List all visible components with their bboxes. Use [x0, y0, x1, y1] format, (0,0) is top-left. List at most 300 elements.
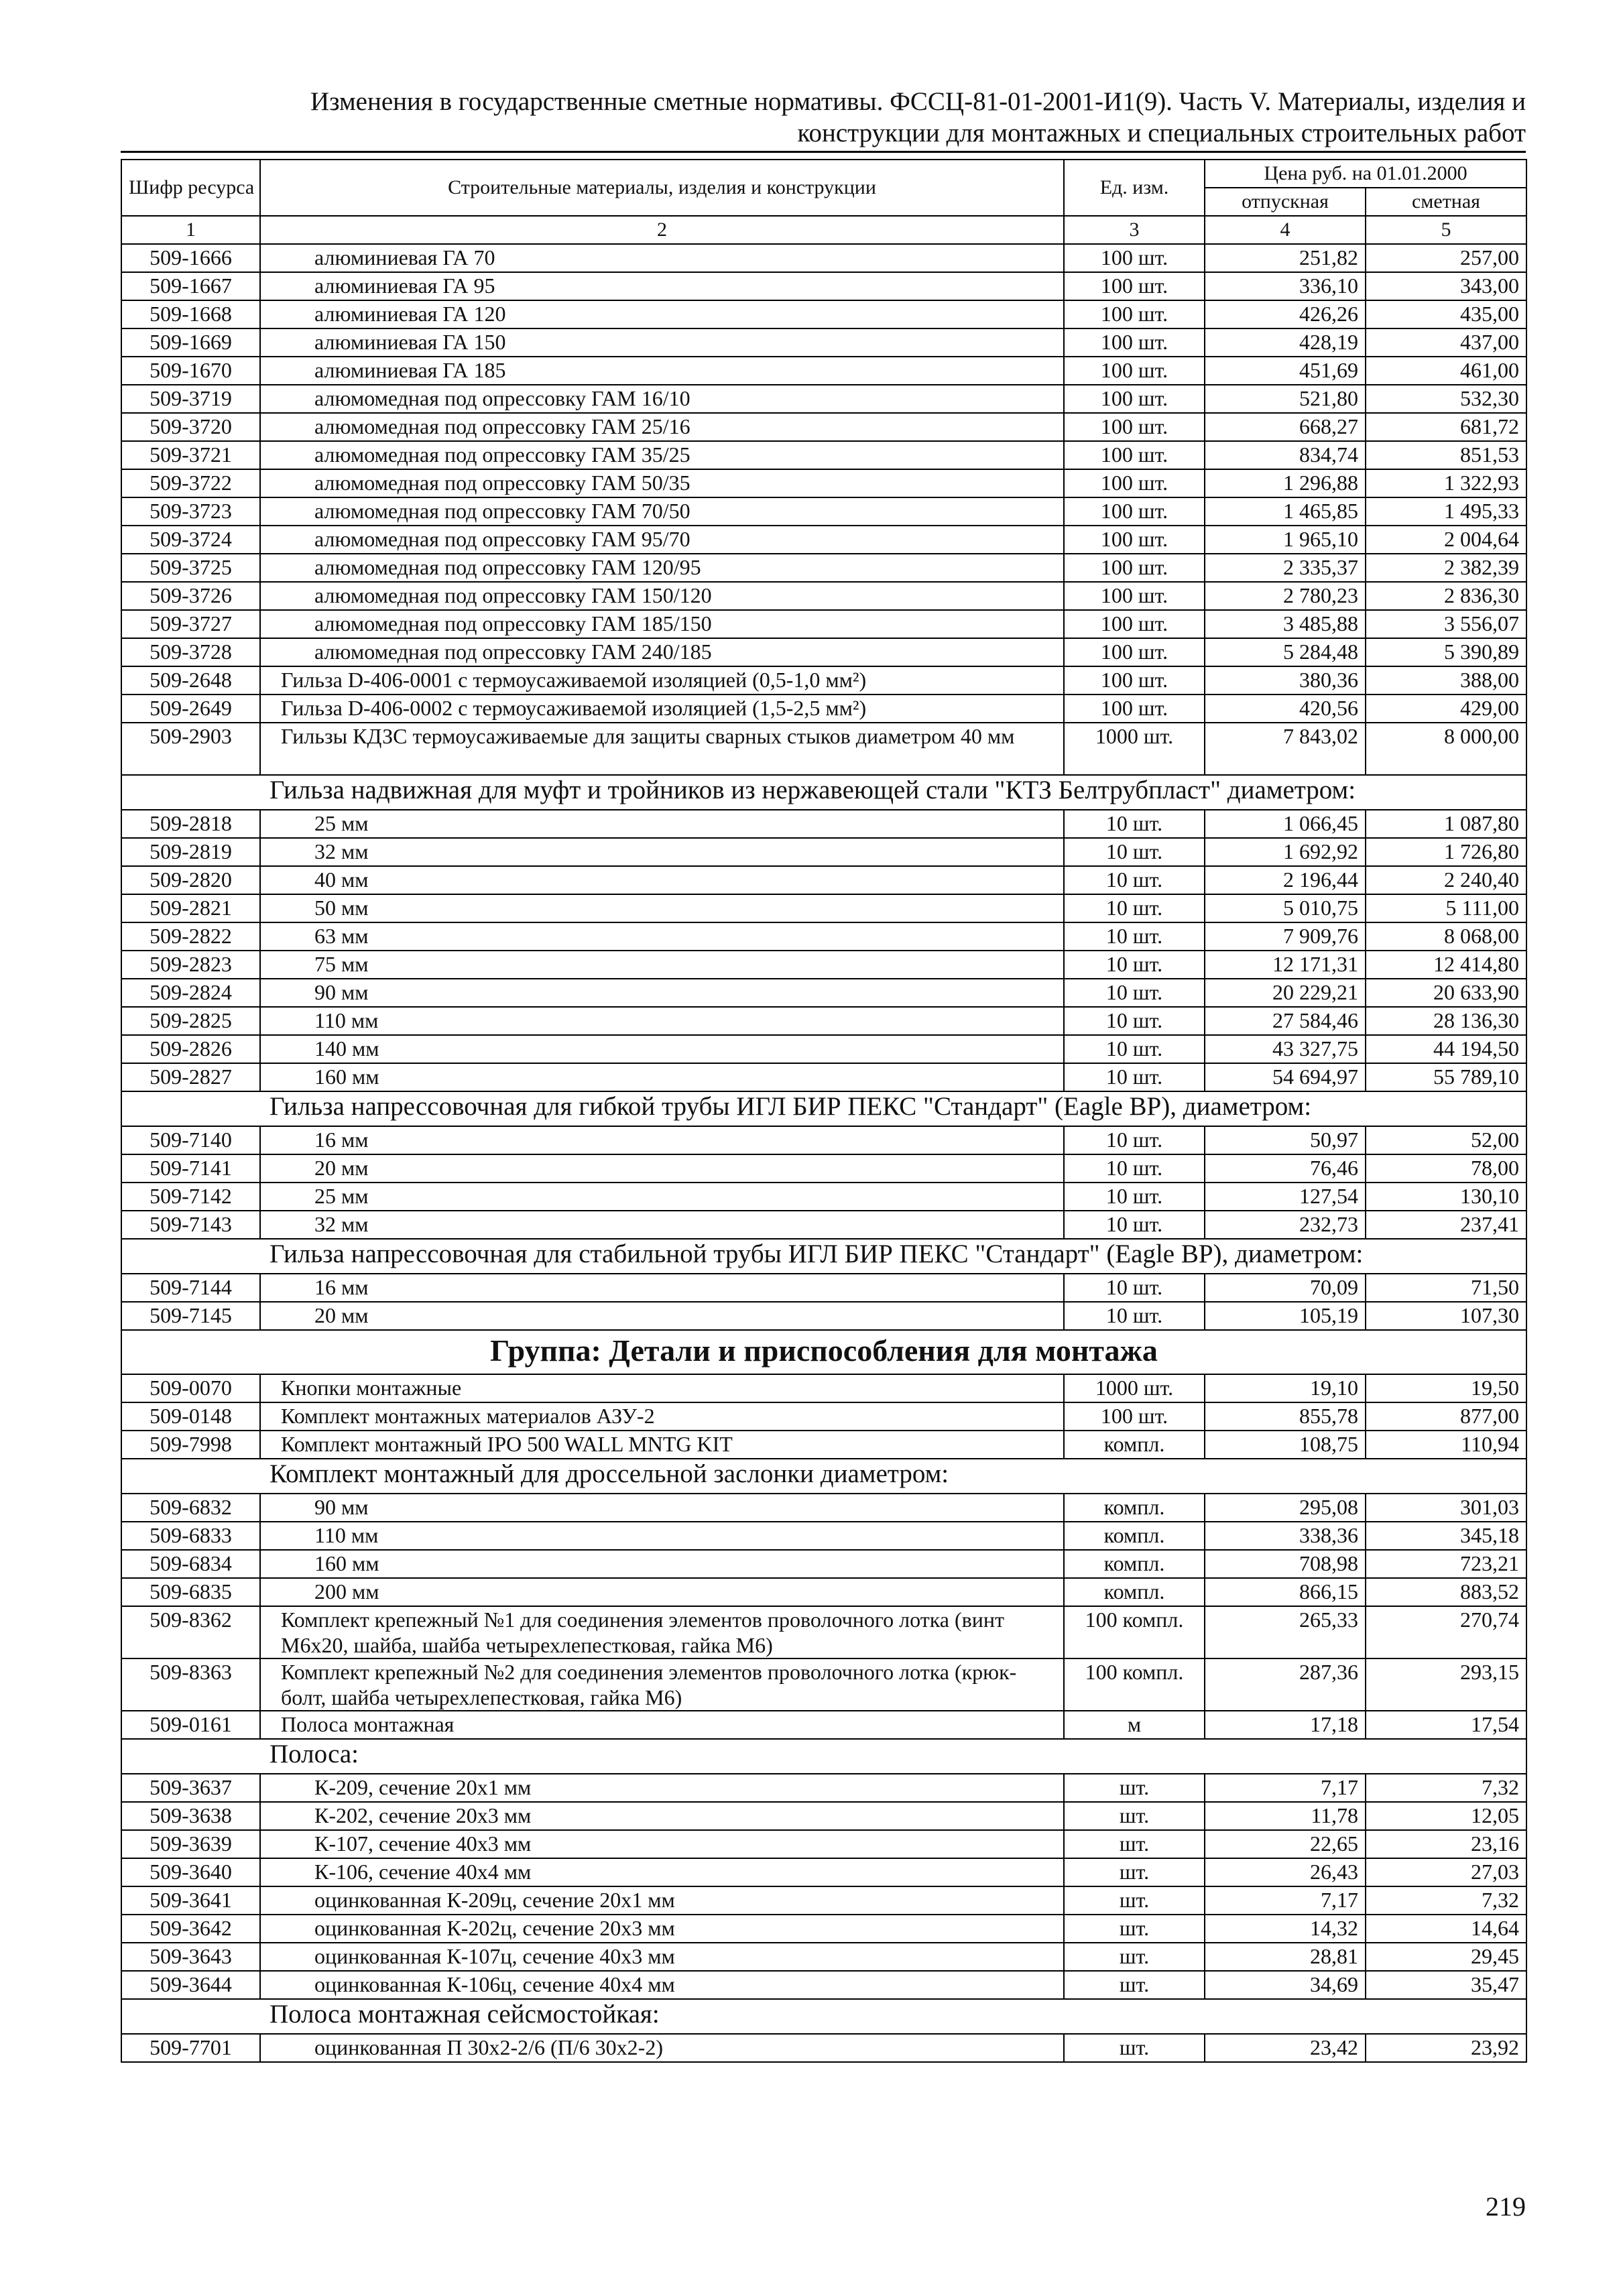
- cell-name: 32 мм: [260, 838, 1064, 866]
- cell-unit: 100 шт.: [1064, 357, 1205, 385]
- cell-code: 509-2822: [121, 922, 260, 951]
- cell-code: 509-3640: [121, 1858, 260, 1886]
- cell-unit: шт.: [1064, 1886, 1205, 1915]
- cell-unit: 100 шт.: [1064, 328, 1205, 357]
- cell-estimate-price: 532,30: [1366, 385, 1526, 413]
- table-row: [121, 2034, 1526, 2062]
- header-line-2: конструкции для монтажных и специальных строительных работ: [797, 119, 1526, 147]
- cell-unit: 10 шт.: [1064, 1035, 1205, 1063]
- cell-release-price: 336,10: [1205, 272, 1366, 300]
- table-header: [121, 160, 1526, 244]
- cell-estimate-price: 2 004,64: [1366, 526, 1526, 554]
- table-body: [121, 244, 1526, 2062]
- table-row: [121, 1007, 1526, 1035]
- cell-unit: 10 шт.: [1064, 1154, 1205, 1183]
- cell-release-price: 27 584,46: [1205, 1007, 1366, 1035]
- cell-unit: 100 компл.: [1064, 1606, 1205, 1658]
- section-heading: Комплект монтажный для дроссельной заслонки диаметром:: [121, 1459, 1526, 1494]
- cell-name: алюминиевая ГА 70: [260, 244, 1064, 272]
- cell-name: К-202, сечение 20х3 мм: [260, 1802, 1064, 1830]
- cell-unit: 100 шт.: [1064, 244, 1205, 272]
- table-row: [121, 810, 1526, 838]
- cell-estimate-price: 78,00: [1366, 1154, 1526, 1183]
- cell-estimate-price: 27,03: [1366, 1858, 1526, 1886]
- cell-release-price: 26,43: [1205, 1858, 1366, 1886]
- table-row: [121, 1915, 1526, 1943]
- cell-release-price: 426,26: [1205, 300, 1366, 328]
- section-heading: Полоса:: [121, 1739, 1526, 1774]
- cell-name: К-107, сечение 40х3 мм: [260, 1830, 1064, 1858]
- cell-release-price: 14,32: [1205, 1915, 1366, 1943]
- cell-release-price: 50,97: [1205, 1126, 1366, 1154]
- cell-unit: шт.: [1064, 1830, 1205, 1858]
- cell-name: алюминиевая ГА 150: [260, 328, 1064, 357]
- cell-name: Комплект крепежный №1 для соединения элементов проволочного лотка (винт М6х20, шайба, шайба четырехлепестковая, гайка М6): [260, 1606, 1064, 1658]
- cell-estimate-price: 110,94: [1366, 1431, 1526, 1459]
- cell-code: 509-7701: [121, 2034, 260, 2062]
- cell-name: алюмомедная под опрессовку ГАМ 50/35: [260, 469, 1064, 497]
- cell-code: 509-3728: [121, 638, 260, 666]
- cell-unit: компл.: [1064, 1494, 1205, 1522]
- cell-estimate-price: 5 390,89: [1366, 638, 1526, 666]
- cell-unit: компл.: [1064, 1550, 1205, 1578]
- cell-name: 32 мм: [260, 1211, 1064, 1239]
- table-row: [121, 385, 1526, 413]
- cell-release-price: 1 965,10: [1205, 526, 1366, 554]
- cell-release-price: 108,75: [1205, 1431, 1366, 1459]
- table-row: [121, 951, 1526, 979]
- cell-release-price: 380,36: [1205, 666, 1366, 694]
- cell-release-price: 19,10: [1205, 1374, 1366, 1402]
- table-row: [121, 1774, 1526, 1802]
- cell-code: 509-2824: [121, 979, 260, 1007]
- section-heading-row: [121, 1459, 1526, 1494]
- cell-name: 90 мм: [260, 979, 1064, 1007]
- cell-estimate-price: 1 495,33: [1366, 497, 1526, 526]
- cell-release-price: 2 780,23: [1205, 582, 1366, 610]
- cell-release-price: 5 010,75: [1205, 894, 1366, 922]
- cell-name: Комплект монтажных материалов АЗУ-2: [260, 1402, 1064, 1431]
- cell-estimate-price: 851,53: [1366, 441, 1526, 469]
- cell-release-price: 295,08: [1205, 1494, 1366, 1522]
- cell-name: 140 мм: [260, 1035, 1064, 1063]
- table-row: [121, 1522, 1526, 1550]
- cell-estimate-price: 23,16: [1366, 1830, 1526, 1858]
- table-row: [121, 328, 1526, 357]
- cell-unit: шт.: [1064, 1943, 1205, 1971]
- table-row: [121, 1154, 1526, 1183]
- table-row: [121, 1971, 1526, 1999]
- cell-code: 509-3719: [121, 385, 260, 413]
- cell-name: 110 мм: [260, 1007, 1064, 1035]
- cell-release-price: 34,69: [1205, 1971, 1366, 1999]
- cell-estimate-price: 681,72: [1366, 413, 1526, 441]
- cell-release-price: 521,80: [1205, 385, 1366, 413]
- cell-name: алюмомедная под опрессовку ГАМ 70/50: [260, 497, 1064, 526]
- table-row: [121, 1830, 1526, 1858]
- cell-unit: компл.: [1064, 1431, 1205, 1459]
- cell-name: 16 мм: [260, 1274, 1064, 1302]
- cell-unit: компл.: [1064, 1522, 1205, 1550]
- cell-estimate-price: 429,00: [1366, 694, 1526, 723]
- cell-estimate-price: 237,41: [1366, 1211, 1526, 1239]
- table-row: [121, 1183, 1526, 1211]
- cell-estimate-price: 2 240,40: [1366, 866, 1526, 894]
- table-row: [121, 638, 1526, 666]
- cell-name: 110 мм: [260, 1522, 1064, 1550]
- price-table: [121, 159, 1527, 2063]
- cell-name: 63 мм: [260, 922, 1064, 951]
- cell-unit: 100 шт.: [1064, 441, 1205, 469]
- cell-code: 509-1667: [121, 272, 260, 300]
- cell-name: алюмомедная под опрессовку ГАМ 185/150: [260, 610, 1064, 638]
- cell-code: 509-7142: [121, 1183, 260, 1211]
- cell-estimate-price: 343,00: [1366, 272, 1526, 300]
- col-number-2: 2: [260, 216, 1064, 244]
- cell-code: 509-2903: [121, 723, 260, 775]
- cell-name: алюмомедная под опрессовку ГАМ 95/70: [260, 526, 1064, 554]
- cell-unit: 100 шт.: [1064, 385, 1205, 413]
- cell-unit: 100 шт.: [1064, 469, 1205, 497]
- cell-estimate-price: 55 789,10: [1366, 1063, 1526, 1091]
- cell-unit: 100 шт.: [1064, 610, 1205, 638]
- cell-unit: 100 шт.: [1064, 638, 1205, 666]
- cell-name: алюмомедная под опрессовку ГАМ 16/10: [260, 385, 1064, 413]
- table-row: [121, 526, 1526, 554]
- cell-estimate-price: 44 194,50: [1366, 1035, 1526, 1063]
- cell-code: 509-6833: [121, 1522, 260, 1550]
- cell-estimate-price: 270,74: [1366, 1606, 1526, 1658]
- cell-estimate-price: 19,50: [1366, 1374, 1526, 1402]
- cell-code: 509-2827: [121, 1063, 260, 1091]
- table-row: [121, 1802, 1526, 1830]
- cell-release-price: 338,36: [1205, 1522, 1366, 1550]
- section-heading-row: [121, 1739, 1526, 1774]
- cell-release-price: 866,15: [1205, 1578, 1366, 1606]
- cell-release-price: 7,17: [1205, 1774, 1366, 1802]
- cell-unit: шт.: [1064, 2034, 1205, 2062]
- table-row: [121, 554, 1526, 582]
- cell-unit: 100 шт.: [1064, 694, 1205, 723]
- cell-name: 90 мм: [260, 1494, 1064, 1522]
- cell-estimate-price: 20 633,90: [1366, 979, 1526, 1007]
- cell-estimate-price: 461,00: [1366, 357, 1526, 385]
- cell-code: 509-2819: [121, 838, 260, 866]
- cell-estimate-price: 8 000,00: [1366, 723, 1526, 775]
- col-header-name: Строительные материалы, изделия и конструкции: [260, 160, 1064, 216]
- table-row: [121, 1658, 1526, 1711]
- cell-code: 509-2648: [121, 666, 260, 694]
- cell-unit: 10 шт.: [1064, 1211, 1205, 1239]
- cell-code: 509-7998: [121, 1431, 260, 1459]
- cell-estimate-price: 435,00: [1366, 300, 1526, 328]
- cell-name: алюмомедная под опрессовку ГАМ 35/25: [260, 441, 1064, 469]
- cell-estimate-price: 1 726,80: [1366, 838, 1526, 866]
- cell-estimate-price: 2 382,39: [1366, 554, 1526, 582]
- col-header-unit: Ед. изм.: [1064, 160, 1205, 216]
- cell-code: 509-3638: [121, 1802, 260, 1830]
- cell-name: 200 мм: [260, 1578, 1064, 1606]
- cell-code: 509-3643: [121, 1943, 260, 1971]
- cell-code: 509-6834: [121, 1550, 260, 1578]
- table-row: [121, 1606, 1526, 1658]
- cell-unit: 100 шт.: [1064, 300, 1205, 328]
- cell-estimate-price: 35,47: [1366, 1971, 1526, 1999]
- cell-estimate-price: 130,10: [1366, 1183, 1526, 1211]
- header-line-1: Изменения в государственные сметные нормативы. ФССЦ-81-01-2001-И1(9). Часть V. Материалы, изделия и: [310, 87, 1526, 116]
- cell-name: 75 мм: [260, 951, 1064, 979]
- cell-unit: 10 шт.: [1064, 866, 1205, 894]
- cell-code: 509-3724: [121, 526, 260, 554]
- table-row: [121, 1035, 1526, 1063]
- cell-estimate-price: 437,00: [1366, 328, 1526, 357]
- cell-code: 509-6832: [121, 1494, 260, 1522]
- col-header-estimate: сметная: [1366, 188, 1526, 216]
- cell-name: алюминиевая ГА 95: [260, 272, 1064, 300]
- table-row: [121, 1126, 1526, 1154]
- section-heading: Полоса монтажная сейсмостойкая:: [121, 1999, 1526, 2034]
- cell-release-price: 54 694,97: [1205, 1063, 1366, 1091]
- cell-name: 20 мм: [260, 1154, 1064, 1183]
- cell-release-price: 43 327,75: [1205, 1035, 1366, 1063]
- cell-estimate-price: 107,30: [1366, 1302, 1526, 1330]
- col-number-3: 3: [1064, 216, 1205, 244]
- cell-release-price: 420,56: [1205, 694, 1366, 723]
- cell-release-price: 70,09: [1205, 1274, 1366, 1302]
- cell-estimate-price: 7,32: [1366, 1774, 1526, 1802]
- cell-code: 509-2825: [121, 1007, 260, 1035]
- cell-release-price: 7,17: [1205, 1886, 1366, 1915]
- cell-unit: 100 шт.: [1064, 413, 1205, 441]
- cell-unit: 100 шт.: [1064, 272, 1205, 300]
- cell-name: Комплект монтажный IPO 500 WALL MNTG KIT: [260, 1431, 1064, 1459]
- cell-unit: м: [1064, 1711, 1205, 1739]
- cell-unit: 100 шт.: [1064, 1402, 1205, 1431]
- table-row: [121, 1431, 1526, 1459]
- section-heading-row: [121, 1091, 1526, 1126]
- table-row: [121, 469, 1526, 497]
- table-row: [121, 866, 1526, 894]
- cell-name: 50 мм: [260, 894, 1064, 922]
- cell-unit: 100 шт.: [1064, 526, 1205, 554]
- cell-code: 509-2649: [121, 694, 260, 723]
- section-heading: Гильза напрессовочная для стабильной трубы ИГЛ БИР ПЕКС "Стандарт" (Eagle BP), диаметром:: [121, 1239, 1526, 1274]
- cell-estimate-price: 2 836,30: [1366, 582, 1526, 610]
- cell-code: 509-0161: [121, 1711, 260, 1739]
- cell-release-price: 105,19: [1205, 1302, 1366, 1330]
- cell-code: 509-2818: [121, 810, 260, 838]
- cell-name: Гильзы КДЗС термоусаживаемые для защиты сварных стыков диаметром 40 мм: [260, 723, 1064, 775]
- col-header-price: Цена руб. на 01.01.2000: [1205, 160, 1526, 188]
- col-number-4: 4: [1205, 216, 1366, 244]
- cell-name: оцинкованная К-202ц, сечение 20х3 мм: [260, 1915, 1064, 1943]
- cell-name: алюмомедная под опрессовку ГАМ 240/185: [260, 638, 1064, 666]
- cell-code: 509-3637: [121, 1774, 260, 1802]
- table-row: [121, 1578, 1526, 1606]
- cell-estimate-price: 28 136,30: [1366, 1007, 1526, 1035]
- cell-name: Гильза D-406-0002 с термоусаживаемой изоляцией (1,5-2,5 мм²): [260, 694, 1064, 723]
- cell-code: 509-7145: [121, 1302, 260, 1330]
- table-row: [121, 1494, 1526, 1522]
- cell-name: 160 мм: [260, 1550, 1064, 1578]
- section-heading: Гильза напрессовочная для гибкой трубы ИГЛ БИР ПЕКС "Стандарт" (Eagle BP), диаметром:: [121, 1091, 1526, 1126]
- cell-code: 509-8362: [121, 1606, 260, 1658]
- cell-name: 25 мм: [260, 1183, 1064, 1211]
- cell-code: 509-1670: [121, 357, 260, 385]
- cell-release-price: 708,98: [1205, 1550, 1366, 1578]
- table-row: [121, 1274, 1526, 1302]
- group-heading: Группа: Детали и приспособления для монтажа: [121, 1330, 1526, 1374]
- cell-name: Гильза D-406-0001 с термоусаживаемой изоляцией (0,5-1,0 мм²): [260, 666, 1064, 694]
- table-row: [121, 894, 1526, 922]
- cell-estimate-price: 257,00: [1366, 244, 1526, 272]
- header-rule: [121, 151, 1526, 153]
- cell-estimate-price: 1 322,93: [1366, 469, 1526, 497]
- table-row: [121, 582, 1526, 610]
- cell-code: 509-3721: [121, 441, 260, 469]
- table-row: [121, 1374, 1526, 1402]
- cell-name: оцинкованная П 30х2-2/6 (П/6 30х2-2): [260, 2034, 1064, 2062]
- cell-unit: 10 шт.: [1064, 810, 1205, 838]
- table-row: [121, 300, 1526, 328]
- cell-estimate-price: 14,64: [1366, 1915, 1526, 1943]
- cell-unit: 10 шт.: [1064, 979, 1205, 1007]
- cell-unit: шт.: [1064, 1802, 1205, 1830]
- page-header: [121, 86, 1526, 149]
- cell-name: алюминиевая ГА 185: [260, 357, 1064, 385]
- table-row: [121, 1711, 1526, 1739]
- cell-release-price: 451,69: [1205, 357, 1366, 385]
- cell-unit: 10 шт.: [1064, 1302, 1205, 1330]
- cell-name: оцинкованная К-209ц, сечение 20х1 мм: [260, 1886, 1064, 1915]
- col-header-code: Шифр ресурса: [121, 160, 260, 216]
- cell-unit: 10 шт.: [1064, 1126, 1205, 1154]
- cell-code: 509-6835: [121, 1578, 260, 1606]
- cell-release-price: 1 465,85: [1205, 497, 1366, 526]
- cell-estimate-price: 3 556,07: [1366, 610, 1526, 638]
- cell-estimate-price: 29,45: [1366, 1943, 1526, 1971]
- cell-unit: шт.: [1064, 1774, 1205, 1802]
- cell-release-price: 22,65: [1205, 1830, 1366, 1858]
- table-row: [121, 272, 1526, 300]
- cell-estimate-price: 8 068,00: [1366, 922, 1526, 951]
- cell-name: Кнопки монтажные: [260, 1374, 1064, 1402]
- cell-release-price: 855,78: [1205, 1402, 1366, 1431]
- cell-code: 509-3642: [121, 1915, 260, 1943]
- cell-release-price: 265,33: [1205, 1606, 1366, 1658]
- table-row: [121, 610, 1526, 638]
- cell-code: 509-7143: [121, 1211, 260, 1239]
- cell-unit: 10 шт.: [1064, 922, 1205, 951]
- table-row: [121, 1063, 1526, 1091]
- cell-code: 509-2823: [121, 951, 260, 979]
- section-heading-row: [121, 775, 1526, 810]
- col-number-1: 1: [121, 216, 260, 244]
- cell-name: 16 мм: [260, 1126, 1064, 1154]
- cell-estimate-price: 71,50: [1366, 1274, 1526, 1302]
- cell-release-price: 28,81: [1205, 1943, 1366, 1971]
- cell-code: 509-2821: [121, 894, 260, 922]
- cell-unit: компл.: [1064, 1578, 1205, 1606]
- cell-estimate-price: 12,05: [1366, 1802, 1526, 1830]
- cell-release-price: 17,18: [1205, 1711, 1366, 1739]
- cell-code: 509-2820: [121, 866, 260, 894]
- table-row: [121, 413, 1526, 441]
- table-row: [121, 723, 1526, 775]
- cell-code: 509-8363: [121, 1658, 260, 1711]
- cell-name: оцинкованная К-106ц, сечение 40х4 мм: [260, 1971, 1064, 1999]
- table-row: [121, 1402, 1526, 1431]
- cell-release-price: 287,36: [1205, 1658, 1366, 1711]
- cell-estimate-price: 17,54: [1366, 1711, 1526, 1739]
- cell-unit: 100 шт.: [1064, 666, 1205, 694]
- table-row: [121, 1858, 1526, 1886]
- cell-release-price: 5 284,48: [1205, 638, 1366, 666]
- cell-release-price: 1 692,92: [1205, 838, 1366, 866]
- cell-release-price: 251,82: [1205, 244, 1366, 272]
- col-number-5: 5: [1366, 216, 1526, 244]
- cell-code: 509-3641: [121, 1886, 260, 1915]
- cell-estimate-price: 388,00: [1366, 666, 1526, 694]
- cell-unit: шт.: [1064, 1971, 1205, 1999]
- cell-code: 509-0070: [121, 1374, 260, 1402]
- cell-estimate-price: 5 111,00: [1366, 894, 1526, 922]
- table-row: [121, 357, 1526, 385]
- cell-code: 509-1669: [121, 328, 260, 357]
- cell-name: алюмомедная под опрессовку ГАМ 120/95: [260, 554, 1064, 582]
- cell-unit: 10 шт.: [1064, 1007, 1205, 1035]
- cell-name: Комплект крепежный №2 для соединения элементов проволочного лотка (крюк-болт, шайба четырехлепестковая, гайка М6): [260, 1658, 1064, 1711]
- table-row: [121, 1211, 1526, 1239]
- cell-code: 509-3639: [121, 1830, 260, 1858]
- cell-estimate-price: 301,03: [1366, 1494, 1526, 1522]
- cell-unit: 100 шт.: [1064, 554, 1205, 582]
- cell-estimate-price: 345,18: [1366, 1522, 1526, 1550]
- cell-name: 20 мм: [260, 1302, 1064, 1330]
- cell-name: 40 мм: [260, 866, 1064, 894]
- table-row: [121, 1943, 1526, 1971]
- cell-release-price: 1 296,88: [1205, 469, 1366, 497]
- cell-release-price: 23,42: [1205, 2034, 1366, 2062]
- table-row: [121, 497, 1526, 526]
- cell-release-price: 2 196,44: [1205, 866, 1366, 894]
- table-row: [121, 838, 1526, 866]
- cell-code: 509-0148: [121, 1402, 260, 1431]
- cell-code: 509-7141: [121, 1154, 260, 1183]
- table-row: [121, 441, 1526, 469]
- cell-release-price: 3 485,88: [1205, 610, 1366, 638]
- cell-estimate-price: 877,00: [1366, 1402, 1526, 1431]
- cell-unit: шт.: [1064, 1858, 1205, 1886]
- cell-release-price: 11,78: [1205, 1802, 1366, 1830]
- cell-code: 509-3723: [121, 497, 260, 526]
- cell-code: 509-7140: [121, 1126, 260, 1154]
- table-row: [121, 922, 1526, 951]
- cell-release-price: 20 229,21: [1205, 979, 1366, 1007]
- cell-code: 509-3722: [121, 469, 260, 497]
- section-heading-row: [121, 1239, 1526, 1274]
- cell-release-price: 7 909,76: [1205, 922, 1366, 951]
- cell-unit: 10 шт.: [1064, 1274, 1205, 1302]
- cell-code: 509-3726: [121, 582, 260, 610]
- cell-release-price: 2 335,37: [1205, 554, 1366, 582]
- cell-release-price: 428,19: [1205, 328, 1366, 357]
- cell-unit: 10 шт.: [1064, 951, 1205, 979]
- cell-unit: 10 шт.: [1064, 838, 1205, 866]
- table-row: [121, 1550, 1526, 1578]
- page-number: 219: [1486, 2191, 1526, 2222]
- cell-name: алюминиевая ГА 120: [260, 300, 1064, 328]
